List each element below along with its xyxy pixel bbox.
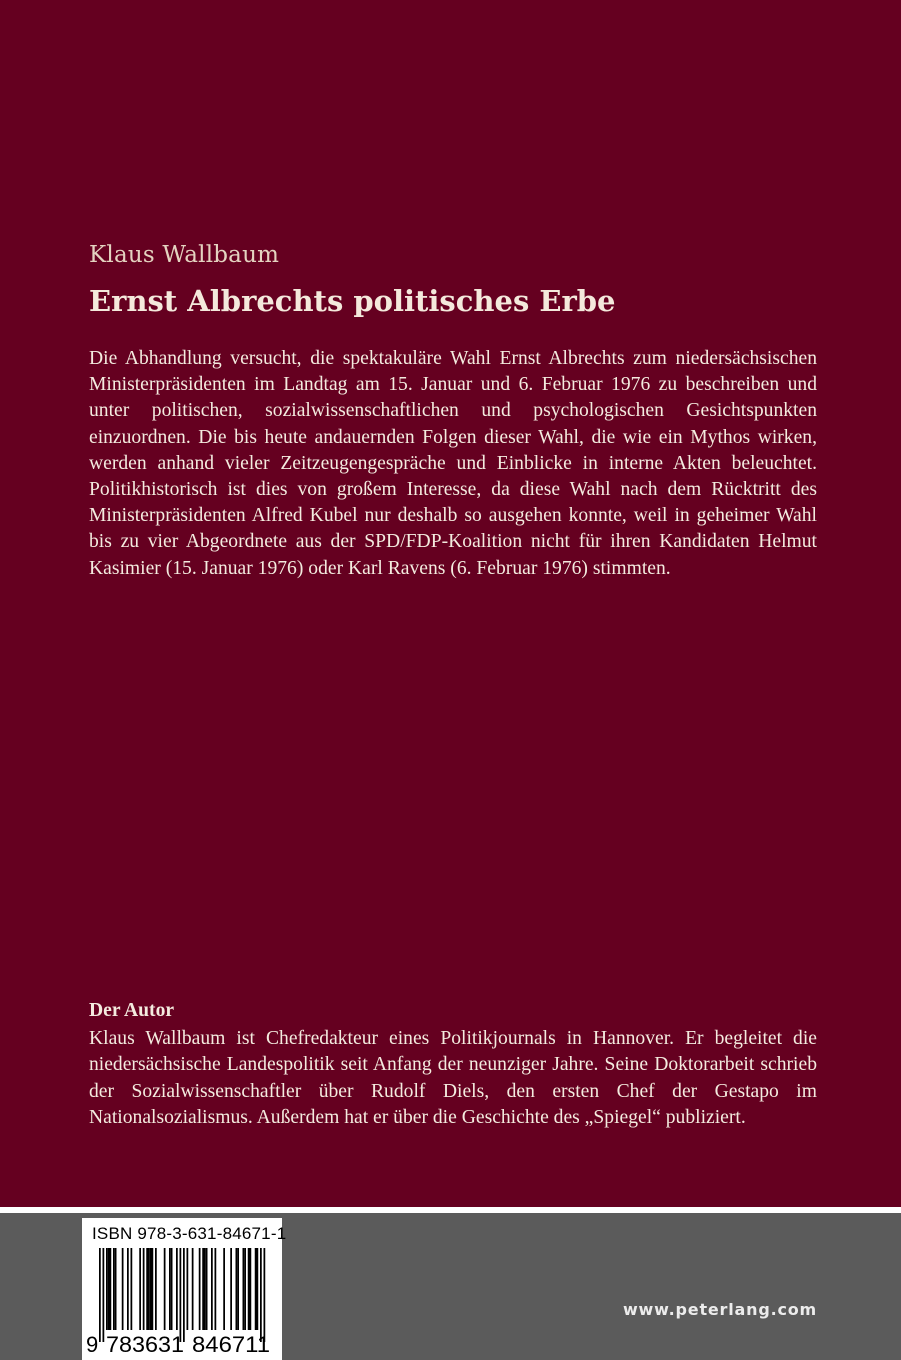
barcode-bar: [211, 1248, 213, 1330]
barcode-bar: [215, 1248, 217, 1330]
about-author-text: Klaus Wallbaum ist Chefredakteur eines Politikjournals in Hannover. Er begleitet die niedersächsische Landespolitik seit Anfang der neunziger Jahre. Seine Doktorarbeit schrieb der Sozialwissenschaftler über Rudolf Diels, den ersten Chef der Gestapo im Nationalsozialismus. Außerdem hat er über die Geschichte des „Spiegel“ publiziert.: [89, 1028, 817, 1129]
barcode-bar: [122, 1248, 124, 1330]
barcode-bar: [103, 1248, 105, 1342]
barcode-bar: [250, 1248, 252, 1330]
author-name: Klaus Wallbaum: [89, 242, 280, 268]
barcode-bar: [264, 1248, 266, 1342]
barcode-bar: [148, 1248, 150, 1330]
barcode-bar: [243, 1248, 245, 1330]
about-author-heading: Der Autor: [89, 1000, 175, 1021]
barcode-bar: [248, 1248, 250, 1330]
barcode-bar: [260, 1248, 262, 1342]
barcode-bar: [192, 1248, 194, 1330]
barcode-bar: [237, 1248, 239, 1330]
barcode: [82, 1218, 287, 1360]
barcode-bar: [150, 1248, 152, 1330]
barcode-bar: [187, 1248, 189, 1330]
barcode-bars: [99, 1248, 265, 1342]
barcode-bar: [113, 1248, 115, 1330]
barcode-bar: [115, 1248, 117, 1330]
barcode-bar: [202, 1248, 204, 1330]
barcode-bar: [180, 1248, 182, 1342]
book-title: Ernst Albrechts politisches Erbe: [89, 284, 616, 318]
isbn-label: ISBN 978-3-631-84671-1: [92, 1224, 287, 1243]
barcode-bar: [199, 1248, 201, 1330]
barcode-digit-first: 9: [86, 1332, 99, 1357]
barcode-bar: [230, 1248, 232, 1330]
abstract-text: Die Abhandlung versucht, die spektakuläre Wahl Ernst Albrechts zum niedersächsischen Ministerpräsidenten im Landtag am 15. Januar und 6. Februar 1976 zu beschreiben und unter politischen, sozialwissenschaftlichen und psychologischen Gesichtspunkten einzuordnen. Die bis heute andauernden Folgen dieser Wahl, die wie ein Mythos wirken, werden anhand vieler Zeitzeugengespräche und Einblicke in interne Akten beleuchtet. Politikhistorisch ist dies von großem Interesse, da diese Wahl nach dem Rücktritt des Ministerpräsidenten Alfred Kubel nur deshalb so ausgehen konnte, weil in geheimer Wahl bis zu vier Abgeordnete aus der SPD/FDP-Koalition nicht für ihren Kandidaten Helmut Kasimier (15. Januar 1976) oder Karl Ravens (6. Februar 1976) stimmten.: [89, 348, 817, 579]
barcode-bar: [139, 1248, 141, 1330]
barcode-bar: [146, 1248, 148, 1330]
barcode-bar: [106, 1248, 108, 1330]
publisher-url: www.peterlang.com: [622, 1300, 817, 1319]
barcode-digits-right: 846711: [192, 1332, 270, 1357]
barcode-bar: [108, 1248, 110, 1330]
barcode-bar: [223, 1248, 225, 1330]
barcode-bar: [143, 1248, 145, 1330]
barcode-bar: [152, 1248, 154, 1330]
barcode-bar: [176, 1248, 178, 1330]
barcode-bar: [99, 1248, 101, 1342]
barcode-bar: [204, 1248, 206, 1330]
barcode-bar: [236, 1248, 238, 1330]
barcode-bar: [206, 1248, 208, 1330]
barcode-bar: [255, 1248, 257, 1330]
barcode-digits-left: 783631: [106, 1332, 184, 1357]
barcode-bar: [127, 1248, 129, 1330]
barcode-graphic: [82, 1218, 282, 1360]
barcode-bar: [244, 1248, 246, 1330]
barcode-bar: [131, 1248, 133, 1330]
barcode-bar: [171, 1248, 173, 1330]
barcode-bar: [155, 1248, 157, 1330]
barcode-bar: [183, 1248, 185, 1342]
barcode-bar: [169, 1248, 171, 1330]
barcode-bar: [110, 1248, 112, 1330]
barcode-bar: [257, 1248, 259, 1330]
barcode-bar: [164, 1248, 166, 1330]
